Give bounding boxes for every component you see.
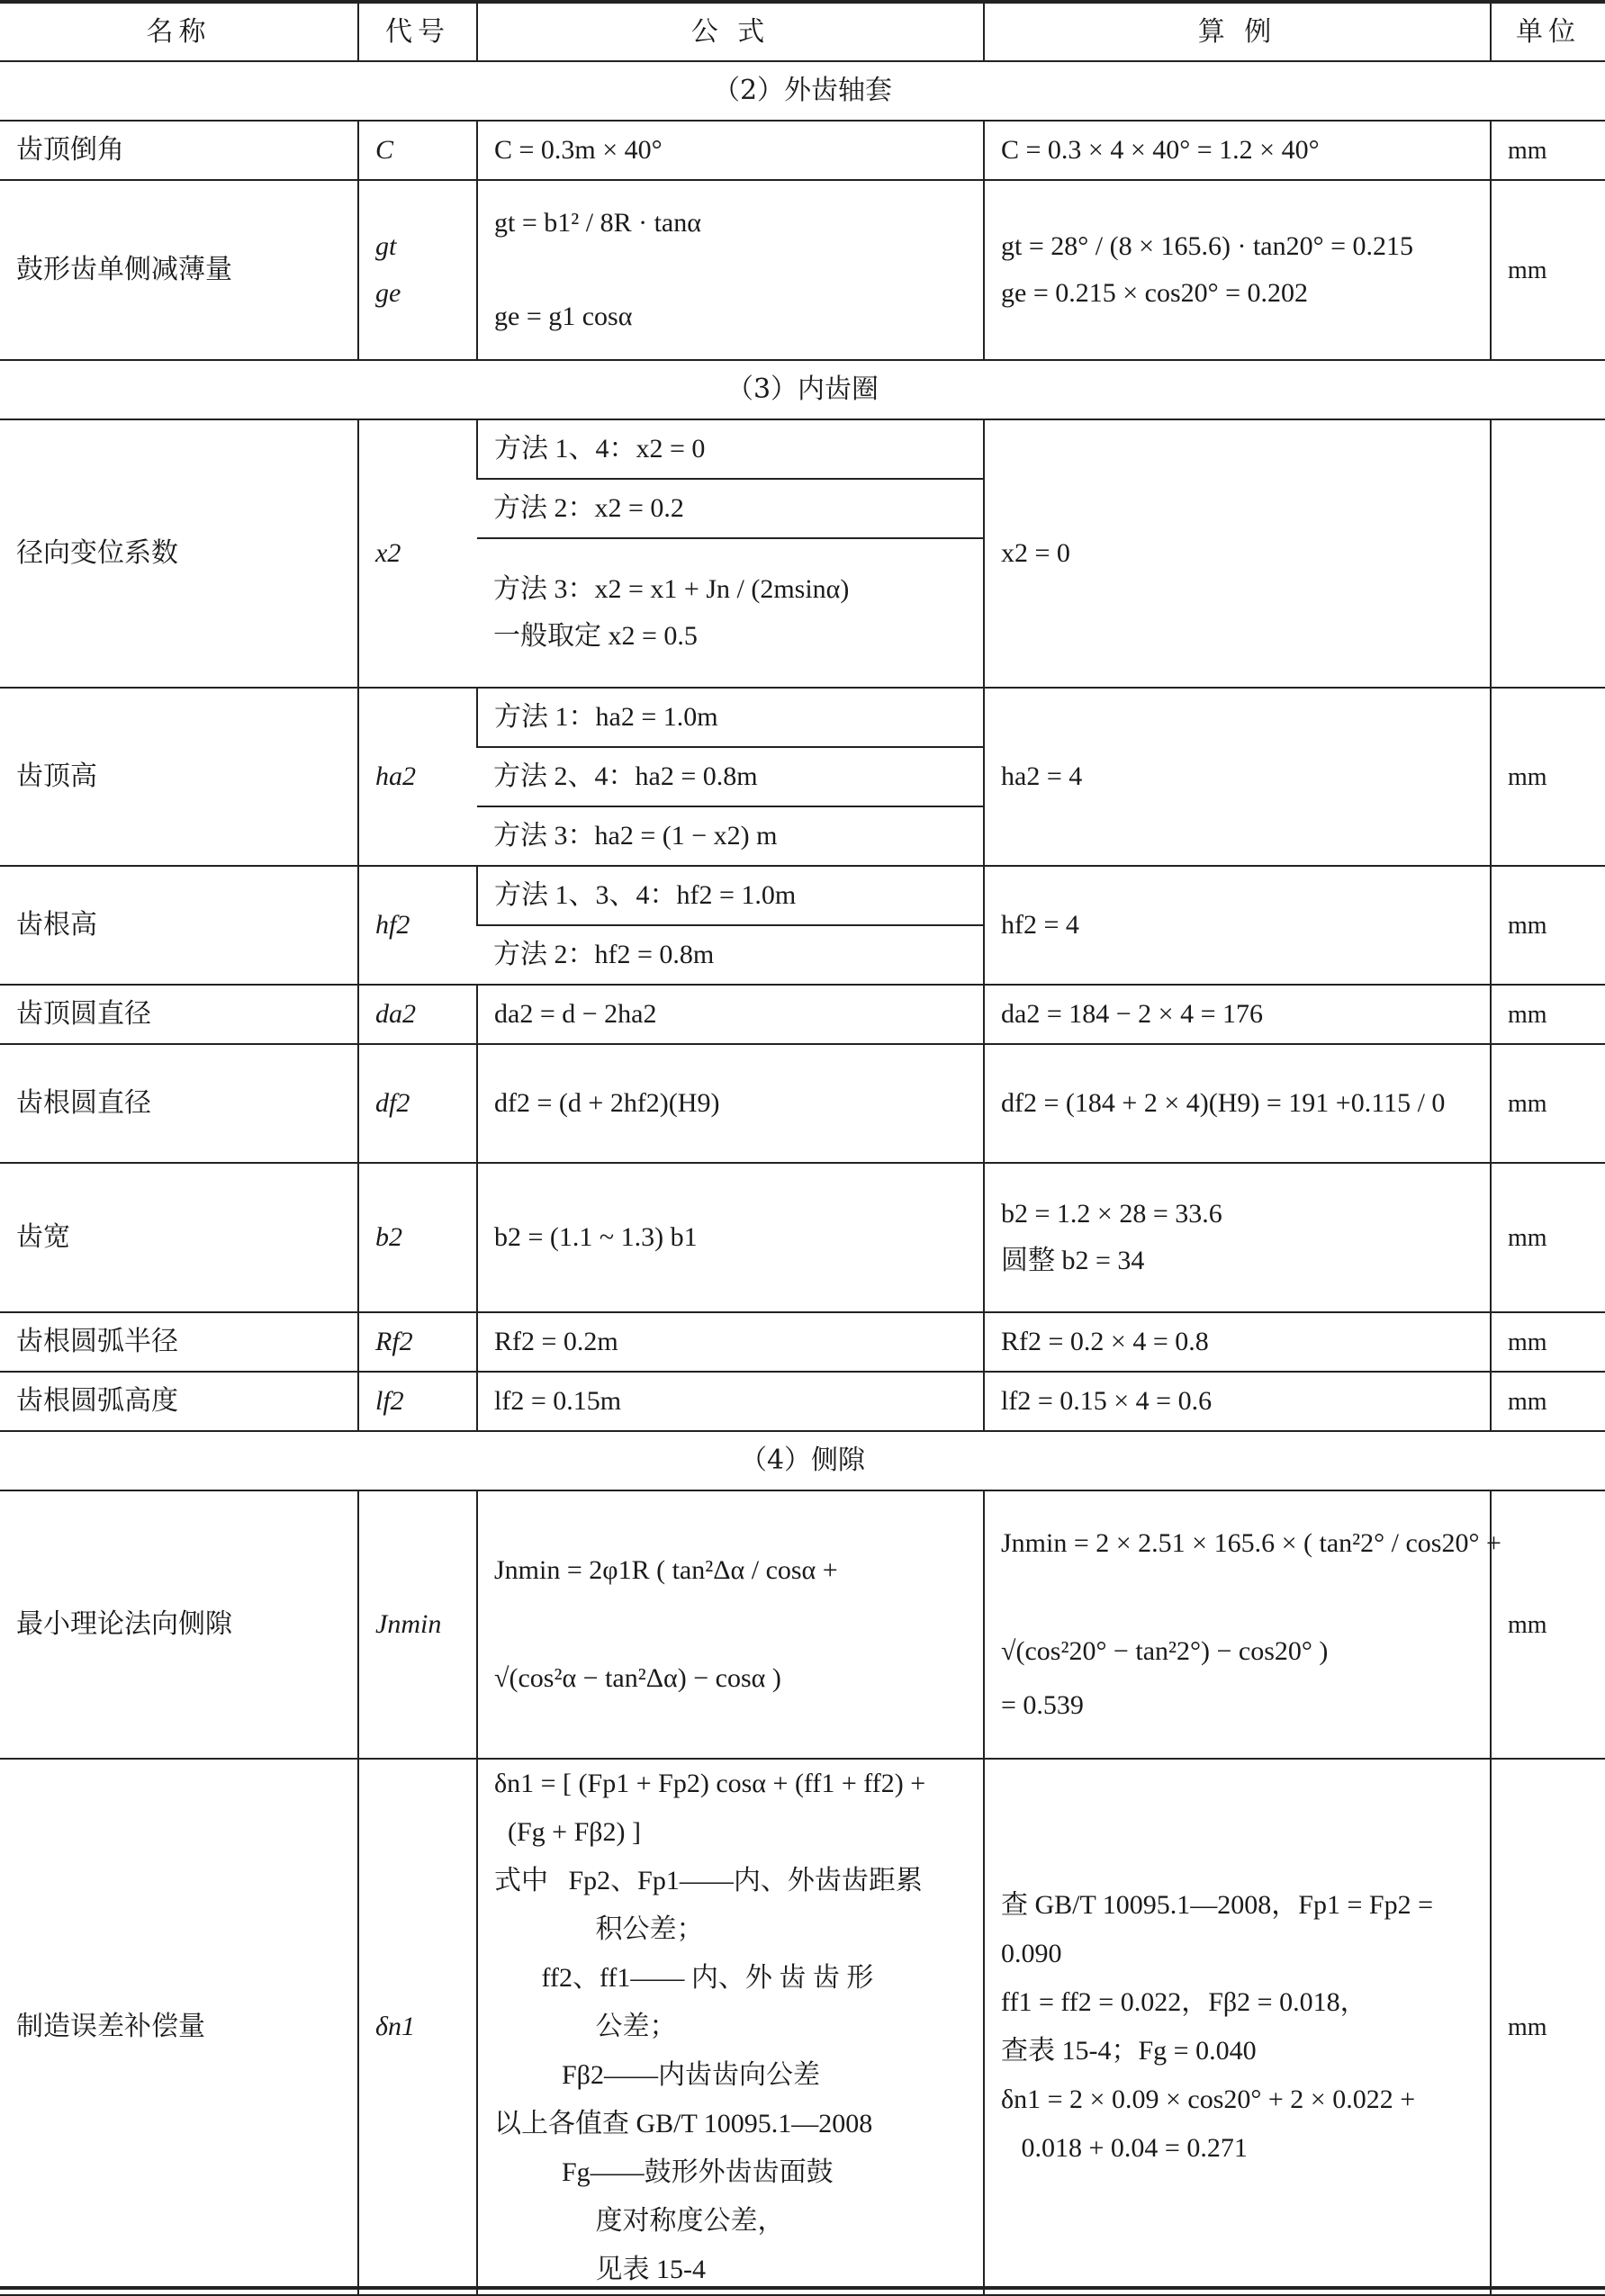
section-backlash: （4）侧隙 (0, 1431, 1605, 1490)
row-formula: df2 = (d + 2hf2)(H9) (477, 1044, 984, 1163)
row-unit: mm (1491, 688, 1605, 866)
row-formula: b2 = (1.1 ~ 1.3) b1 (477, 1163, 984, 1312)
row-formula: gt = b1² / 8R · tanα ge = g1 cosα (494, 208, 701, 331)
row-formula: C = 0.3m × 40° (477, 121, 984, 180)
table-row (0, 1163, 1605, 1312)
row-formula-method-3: 方法 3：x2 = x1 + Jn / (2msinα) 一般取定 x2 = 0.5 (493, 574, 850, 651)
header-unit: 单位 (1491, 2, 1605, 61)
row-example: Jnmin = 2 × 2.51 × 165.6 × ( tan²2° / cos20° + √(cos²20° − tan²2°) − cos20° ) = 0.539 (1001, 1528, 1501, 1720)
row-example: x2 = 0 (984, 419, 1491, 688)
table-row (0, 419, 1605, 479)
header-formula: 公 式 (477, 2, 984, 61)
row-name: 齿顶高 (0, 688, 358, 866)
row-example: df2 = (184 + 2 × 4)(H9) = 191 +0.115 / 0 (984, 1044, 1491, 1163)
table-row (0, 1044, 1605, 1163)
row-formula-method-1: 方法 1、3、4：hf2 = 1.0m (477, 866, 984, 925)
header-name: 名称 (0, 2, 358, 61)
row-name: 齿顶圆直径 (0, 985, 358, 1044)
table-row (0, 180, 1605, 360)
row-unit: mm (1491, 1044, 1605, 1163)
row-example: C = 0.3 × 4 × 40° = 1.2 × 40° (984, 121, 1491, 180)
row-code: lf2 (358, 1372, 477, 1431)
row-example: ha2 = 4 (984, 688, 1491, 866)
row-formula-method-2: 方法 2：x2 = 0.2 (477, 479, 984, 538)
row-unit: mm (1491, 1372, 1605, 1431)
row-unit: mm (1491, 1490, 1605, 1759)
row-formula: δn1 = [ (Fp1 + Fp2) cosα + (ff1 + ff2) + (Fg + Fβ2) ] 式中 Fp2、Fp1——内、外齿齿距累 积公差； ff2、ff1—— 内、外 齿 齿 形 公差； Fβ2——内齿齿向公差 以上各值查 GB/T 10095.1—2008 Fg——鼓形外齿齿面鼓 度对称度公差， 见表 15-4 (494, 1769, 926, 2284)
table-row (0, 985, 1605, 1044)
row-code: da2 (358, 985, 477, 1044)
row-code: b2 (358, 1163, 477, 1312)
row-name: 齿根圆直径 (0, 1044, 358, 1163)
row-name: 制造误差补偿量 (0, 1759, 358, 2295)
row-formula: lf2 = 0.15m (477, 1372, 984, 1431)
row-code: df2 (358, 1044, 477, 1163)
row-formula-method-1: 方法 1、4：x2 = 0 (477, 419, 984, 479)
row-code: Jnmin (358, 1490, 477, 1759)
row-unit (1491, 419, 1605, 688)
row-unit: mm (1491, 1163, 1605, 1312)
table-row (0, 866, 1605, 925)
row-code: x2 (358, 419, 477, 688)
row-formula-method-2: 方法 2：hf2 = 0.8m (477, 925, 984, 985)
row-name: 齿根圆弧半径 (0, 1312, 358, 1372)
row-example: b2 = 1.2 × 28 = 33.6 圆整 b2 = 34 (1001, 1199, 1222, 1275)
row-name: 鼓形齿单侧减薄量 (0, 180, 358, 360)
row-name: 齿根圆弧高度 (0, 1372, 358, 1431)
section-outer-sleeve: （2）外齿轴套 (0, 61, 1605, 121)
row-formula-method-1: 方法 1：ha2 = 1.0m (477, 688, 984, 747)
row-unit: mm (1491, 1759, 1605, 2295)
row-code: ha2 (358, 688, 477, 866)
row-example: lf2 = 0.15 × 4 = 0.6 (984, 1372, 1491, 1431)
row-formula: Jnmin = 2φ1R ( tan²Δα / cosα + √(cos²α − tan²Δα) − cosα ) (494, 1555, 838, 1693)
row-name: 径向变位系数 (0, 419, 358, 688)
section-row (0, 61, 1605, 121)
row-code: gt ge (375, 231, 401, 308)
row-name: 齿宽 (0, 1163, 358, 1312)
header-example: 算 例 (984, 2, 1491, 61)
row-example: 查 GB/T 10095.1—2008，Fp1 = Fp2 = 0.090 ff1 = ff2 = 0.022，Fβ2 = 0.018， 查表 15-4；Fg = 0.040 δn1 = 2 × 0.09 × cos20° + 2 × 0.022 + 0.018 + 0.04 = 0.271 (1001, 1890, 1433, 2163)
row-example: Rf2 = 0.2 × 4 = 0.8 (984, 1312, 1491, 1372)
row-formula: Rf2 = 0.2m (477, 1312, 984, 1372)
row-formula: da2 = d − 2ha2 (477, 985, 984, 1044)
row-name: 最小理论法向侧隙 (0, 1490, 358, 1759)
section-inner-ring: （3）内齿圈 (0, 360, 1605, 419)
section-row (0, 1431, 1605, 1490)
table-row (0, 121, 1605, 180)
row-formula-method-3: 方法 3：ha2 = (1 − x2) m (477, 806, 984, 866)
header-code: 代号 (358, 2, 477, 61)
bottom-rule (0, 2286, 1605, 2290)
row-example: gt = 28° / (8 × 165.6) · tan20° = 0.215 ge = 0.215 × cos20° = 0.202 (1001, 231, 1414, 308)
header-row (0, 2, 1605, 61)
section-row (0, 360, 1605, 419)
row-unit: mm (1491, 985, 1605, 1044)
row-code: C (358, 121, 477, 180)
table-row (0, 1490, 1605, 1759)
row-name: 齿根高 (0, 866, 358, 985)
row-unit: mm (1491, 1312, 1605, 1372)
table-row (0, 1759, 1605, 2295)
row-unit: mm (1491, 180, 1605, 360)
row-name: 齿顶倒角 (0, 121, 358, 180)
row-unit: mm (1491, 121, 1605, 180)
table-row (0, 688, 1605, 747)
table-row (0, 1372, 1605, 1431)
row-example: da2 = 184 − 2 × 4 = 176 (984, 985, 1491, 1044)
row-formula-method-2: 方法 2、4：ha2 = 0.8m (477, 747, 984, 806)
row-unit: mm (1491, 866, 1605, 985)
row-code: δn1 (358, 1759, 477, 2295)
table-row (0, 1312, 1605, 1372)
row-code: Rf2 (358, 1312, 477, 1372)
row-code: hf2 (358, 866, 477, 985)
row-example: hf2 = 4 (984, 866, 1491, 985)
